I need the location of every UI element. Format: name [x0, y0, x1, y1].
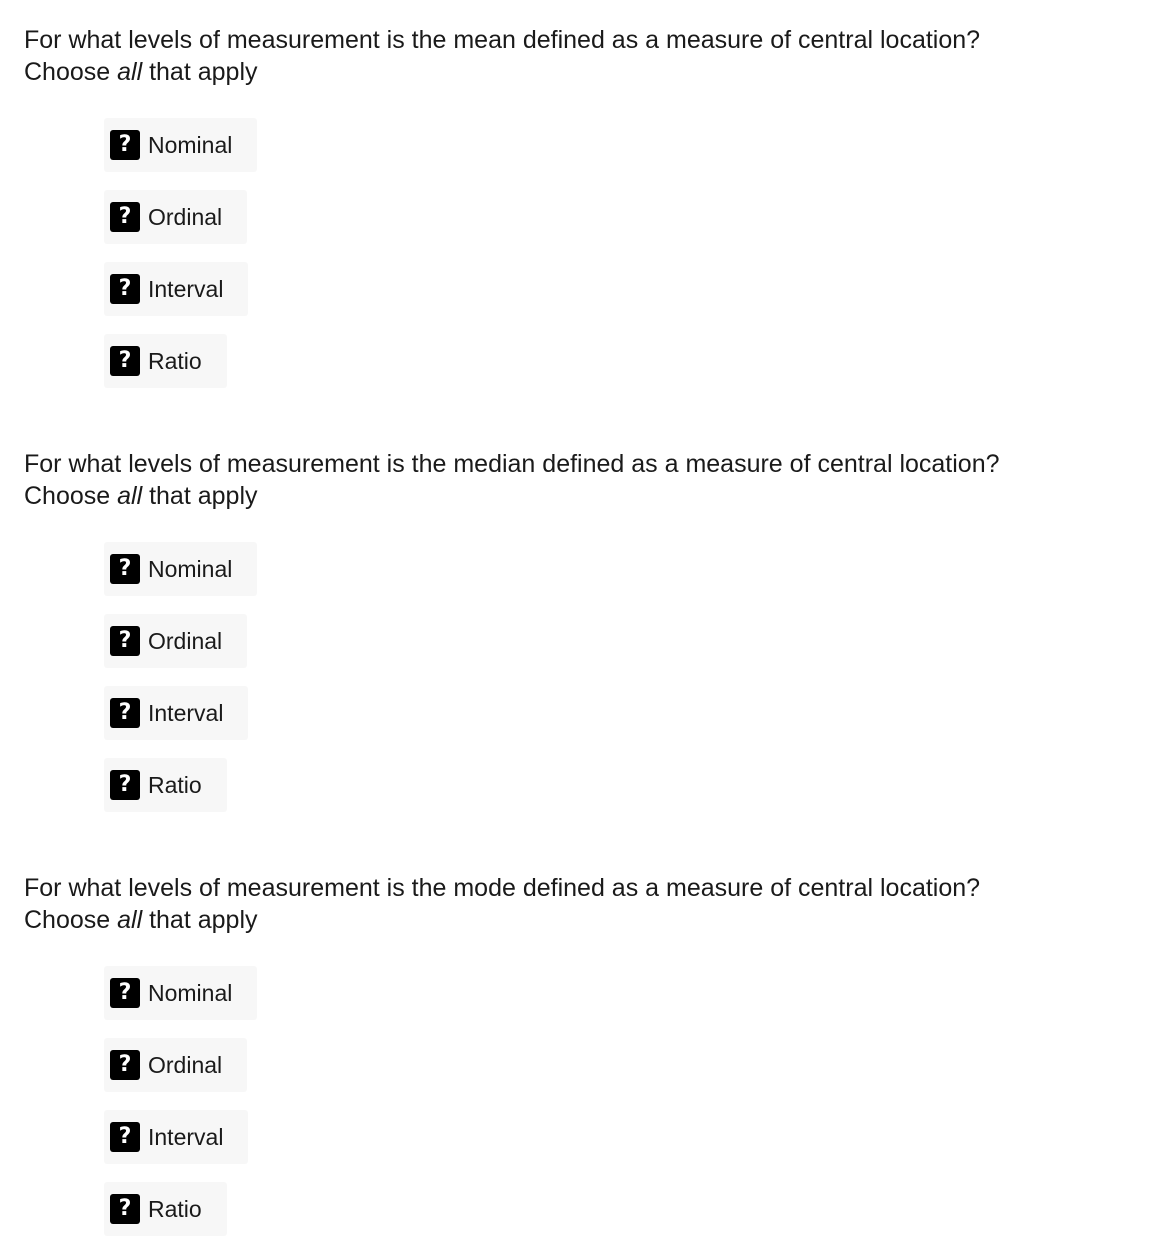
- question-mark-icon: ?: [110, 978, 140, 1008]
- option-label: Nominal: [148, 556, 233, 582]
- question-mode: [24, 872, 1154, 1222]
- question-instruction: Choose all that apply: [24, 906, 258, 934]
- option-label: Ordinal: [148, 1052, 223, 1078]
- question-instruction: Choose all that apply: [24, 58, 258, 86]
- option-ratio[interactable]: [104, 1182, 227, 1236]
- question-mark-icon: ?: [110, 346, 140, 376]
- instruction-emphasis: all: [117, 482, 143, 510]
- option-label: Nominal: [148, 980, 233, 1006]
- option-ratio[interactable]: [104, 758, 227, 812]
- question-mark-icon: ?: [110, 274, 140, 304]
- option-ordinal[interactable]: [104, 190, 247, 244]
- option-interval[interactable]: [104, 262, 248, 316]
- question-mark-icon: ?: [110, 1122, 140, 1152]
- question-mean: [24, 24, 1154, 374]
- option-interval[interactable]: [104, 686, 248, 740]
- instruction-emphasis: all: [117, 58, 143, 86]
- option-label: Ratio: [148, 772, 202, 798]
- option-label: Interval: [148, 1124, 224, 1150]
- option-label: Ratio: [148, 1196, 202, 1222]
- option-nominal[interactable]: [104, 118, 257, 172]
- option-label: Ordinal: [148, 628, 223, 654]
- instruction-emphasis: all: [117, 906, 143, 934]
- question-text: For what levels of measurement is the mode defined as a measure of central location?: [24, 874, 981, 902]
- question-mark-icon: ?: [110, 698, 140, 728]
- option-nominal[interactable]: [104, 542, 257, 596]
- option-label: Ordinal: [148, 204, 223, 230]
- question-prompt: [24, 448, 1154, 512]
- option-ordinal[interactable]: [104, 1038, 247, 1092]
- option-ordinal[interactable]: [104, 614, 247, 668]
- option-label: Interval: [148, 276, 224, 302]
- question-mark-icon: ?: [110, 770, 140, 800]
- question-prompt: [24, 872, 1154, 936]
- question-median: [24, 448, 1154, 798]
- question-mark-icon: ?: [110, 1194, 140, 1224]
- option-label: Nominal: [148, 132, 233, 158]
- question-instruction: Choose all that apply: [24, 482, 258, 510]
- option-label: Interval: [148, 700, 224, 726]
- question-mark-icon: ?: [110, 130, 140, 160]
- question-mark-icon: ?: [110, 202, 140, 232]
- question-text: For what levels of measurement is the mean defined as a measure of central location?: [24, 26, 981, 54]
- option-nominal[interactable]: [104, 966, 257, 1020]
- option-interval[interactable]: [104, 1110, 248, 1164]
- option-ratio[interactable]: [104, 334, 227, 388]
- question-mark-icon: ?: [110, 626, 140, 656]
- question-mark-icon: ?: [110, 1050, 140, 1080]
- question-mark-icon: ?: [110, 554, 140, 584]
- option-label: Ratio: [148, 348, 202, 374]
- question-prompt: [24, 24, 1154, 88]
- question-text: For what levels of measurement is the median defined as a measure of central location?: [24, 450, 1000, 478]
